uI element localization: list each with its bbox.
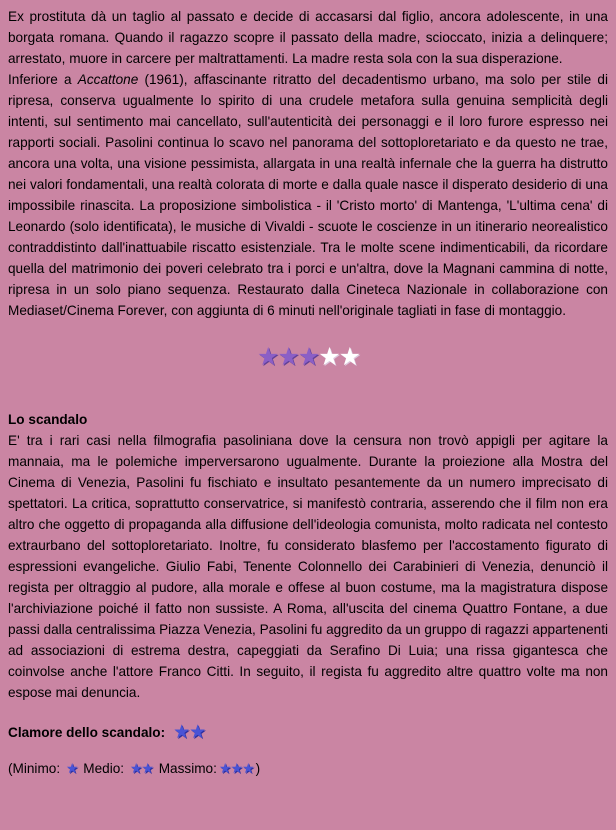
review-paragraph bbox=[8, 69, 608, 321]
legend-close-paren: ) bbox=[255, 761, 261, 776]
legend-minimo-star-icon: ★ bbox=[65, 760, 78, 776]
legend-massimo-label: Massimo: bbox=[158, 761, 217, 776]
scandal-section-heading: Lo scandalo bbox=[8, 412, 88, 427]
scandal-clamor-rating bbox=[8, 722, 608, 743]
legend-medio-star-icons: ★★ bbox=[129, 760, 153, 776]
clamor-rating-label: Clamore dello scandalo: bbox=[8, 725, 166, 740]
review-text-rest: (1961), affascinante ritratto del decadentismo urbano, ma solo per stile di ripresa, conserva ugualmente lo spirito di una crudele metafora sulla genuina semplicità degli intenti, sul sentimento mai cancellato, sull'autenticità dei personaggi e il loro furore espresso nei rapporti sociali. Pasolini continua lo scavo nel panorama del sottoploretariato e da questo ne trae, ancora una volta, una visione pessimista, allargata in una realtà infernale che la guerra ha distrutto nei valori fondamentali, una realtà colorata di morte e dalla quale nasce il disperato desiderio di una impossibile rinascita. La proposizione simbolistica - il 'Cristo morto' di Mantenga, 'L'ultima cena' di Leonardo (solo identificata), le musiche di Vivaldi - scuote le coscienze in un itinerario neorealistico contraddistinto dall'inattuabile riscatto esistenziale. Tra le molte scene indimenticabili, da ricordare quella del matrimonio dei poveri celebrato tra i porci e un'altra, dove la Magnani cammina di notte, ripresa in un solo piano sequenza. Restaurato dalla Cineteca Nazionale in collaborazione con Mediaset/Cinema Forever, con aggiunta di 6 minuti nell'originale tagliati in fase di montaggio. bbox=[8, 72, 608, 318]
legend-massimo-star-icons: ★★★ bbox=[218, 760, 254, 776]
scandal-paragraph: E' tra i rari casi nella filmografia pasoliniana dove la censura non trovò appigli per agitare la mannaia, ma le polemiche imperversarono ugualmente. Durante la proiezione alla Mostra del Cinema di Venezia, Pasolini fu fischiato e insultato pesantemente da un numero imprecisato di spettatori. La critica, soprattutto conservatrice, si manifestò contraria, asserendo che il film non era altro che oggetto di propaganda alla diffusione dell'ideologia comunista, molto radicata nel contesto extraurbano del sottoploretariato. Inoltre, fu considerato blasfemo per l'accostamento figurato di espressioni evangeliche. Giulio Fabi, Tenente Colonnello dei Carabinieri di Venezia, denunciò il regista per oltraggio al pudore, alla morale e offese al buon costume, ma la magistratura dispose l'archiviazione poiché il fatto non sussiste. A Roma, all'uscita del cinema Quattro Fontane, a due passi dalla centralissima Piazza Venezia, Pasolini fu aggredito da un gruppo di ragazzi appartenenti ad associazioni di estrema destra, capeggiati da Serafino Di Luia; una rissa gigantesca che coinvolse anche l'attore Franco Citti. In seguito, il regista fu aggredito altre quattro volte ma non espose mai denuncia. bbox=[8, 433, 609, 700]
filled-star-icons: ★★★ bbox=[256, 343, 319, 371]
legend-minimo-label: (Minimo: bbox=[8, 761, 61, 776]
synopsis-paragraph: Ex prostituta dà un taglio al passato e decide di accasarsi dal figlio, ancora adolescente, in una borgata romana. Quando il ragazzo scopre il passato della madre, scioccato, inizia a delinquere; arrestato, muore in carcere per maltrattamenti. La madre resta sola con la sua disperazione. bbox=[8, 9, 608, 66]
clamor-star-icons: ★★ bbox=[173, 722, 206, 743]
star-rating-legend bbox=[8, 758, 608, 779]
empty-star-icons: ★★ bbox=[318, 343, 360, 371]
film-title-accattone: Accattone bbox=[77, 72, 139, 87]
review-text-start: Inferiore a bbox=[8, 72, 78, 87]
overall-star-rating bbox=[8, 345, 608, 371]
legend-medio-label: Medio: bbox=[83, 761, 125, 776]
